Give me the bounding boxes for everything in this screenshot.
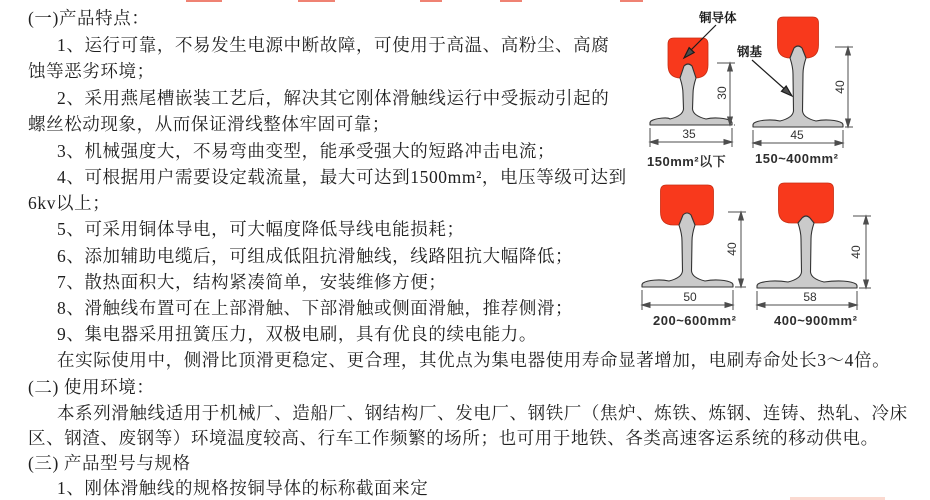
diagram-caption: 200~600mm² (653, 313, 737, 328)
dimension-label-width: 50 (683, 290, 697, 304)
top-red-fragment (186, 0, 222, 2)
paragraph-line: 4、可根据用户需要设定载流量，最大可达到1500mm²，电压等级可达到 (57, 167, 627, 187)
dimension-label-width: 35 (682, 127, 696, 141)
top-red-fragment (298, 0, 335, 2)
diagram-caption: 400~900mm² (774, 313, 858, 328)
paragraph-line: 1、刚体滑触线的规格按铜导体的标称截面来定 (57, 478, 429, 498)
diagram-caption: 150mm²以下 (647, 154, 727, 169)
dimension-label-width: 58 (803, 290, 817, 304)
paragraph-line: (三) 产品型号与规格 (28, 453, 191, 473)
top-red-fragment (500, 0, 522, 2)
paragraph-line: 区、钢渣、废钢等）环境温度较高、行车工作频繁的场所；也可用于地铁、各类高速客运系统的移动供电。 (28, 428, 879, 448)
paragraph-line: (一)产品特点： (28, 8, 150, 28)
paragraph-line: 5、可采用铜体导电，可大幅度降低导线电能损耗； (57, 219, 465, 239)
top-red-fragment (420, 0, 442, 2)
paragraph-line: 6kv以上； (28, 193, 111, 213)
dimension-label-height: 40 (833, 80, 847, 94)
paragraph-line: 7、散热面积大，结构紧凑简单，安装维修方便； (57, 272, 447, 292)
paragraph-line: 9、集电器采用扭簧压力，双极电刷，具有优良的续电能力。 (57, 324, 537, 344)
copper-conductor-label: 铜导体 (699, 11, 737, 25)
paragraph-line: (二) 使用环境： (28, 377, 155, 397)
dimension-label-width: 45 (790, 128, 804, 142)
diagram-caption: 150~400mm² (755, 151, 839, 166)
paragraph-line: 在实际使用中，侧滑比顶滑更稳定、更合理，其优点为集电器使用寿命显著增加，电刷寿命处长3～4倍。 (57, 350, 891, 370)
dimension-label-height: 40 (849, 245, 863, 259)
paragraph-line: 本系列滑触线适用于机械厂、造船厂、钢结构厂、发电厂、钢铁厂（焦炉、炼铁、炼钢、连铸、热轧、冷床 (57, 403, 908, 423)
paragraph-line: 6、添加辅助电缆后，可组成低阻抗滑触线，线路阻抗大幅降低； (57, 246, 574, 266)
rail-cross-section-diagrams (600, 0, 930, 355)
steel-base-label: 钢基 (737, 45, 763, 59)
dimension-label-height: 40 (725, 242, 739, 256)
dimension-label-height: 30 (715, 86, 729, 100)
paragraph-line: 2、采用燕尾槽嵌装工艺后，解决其它刚体滑触线运行中受振动引起的 (57, 88, 610, 108)
paragraph-line: 蚀等恶劣环境； (28, 61, 155, 81)
paragraph-line: 螺丝松动现象，从而保证滑线整体牢固可靠； (28, 114, 390, 134)
paragraph-line: 1、运行可靠，不易发生电源中断故障，可使用于高温、高粉尘、高腐 (57, 35, 610, 55)
paragraph-line: 8、滑触线布置可在上部滑触、下部滑触或侧面滑触，推荐侧滑； (57, 298, 574, 318)
paragraph-line: 3、机械强度大，不易弯曲变型，能承受强大的短路冲击电流； (57, 141, 556, 161)
